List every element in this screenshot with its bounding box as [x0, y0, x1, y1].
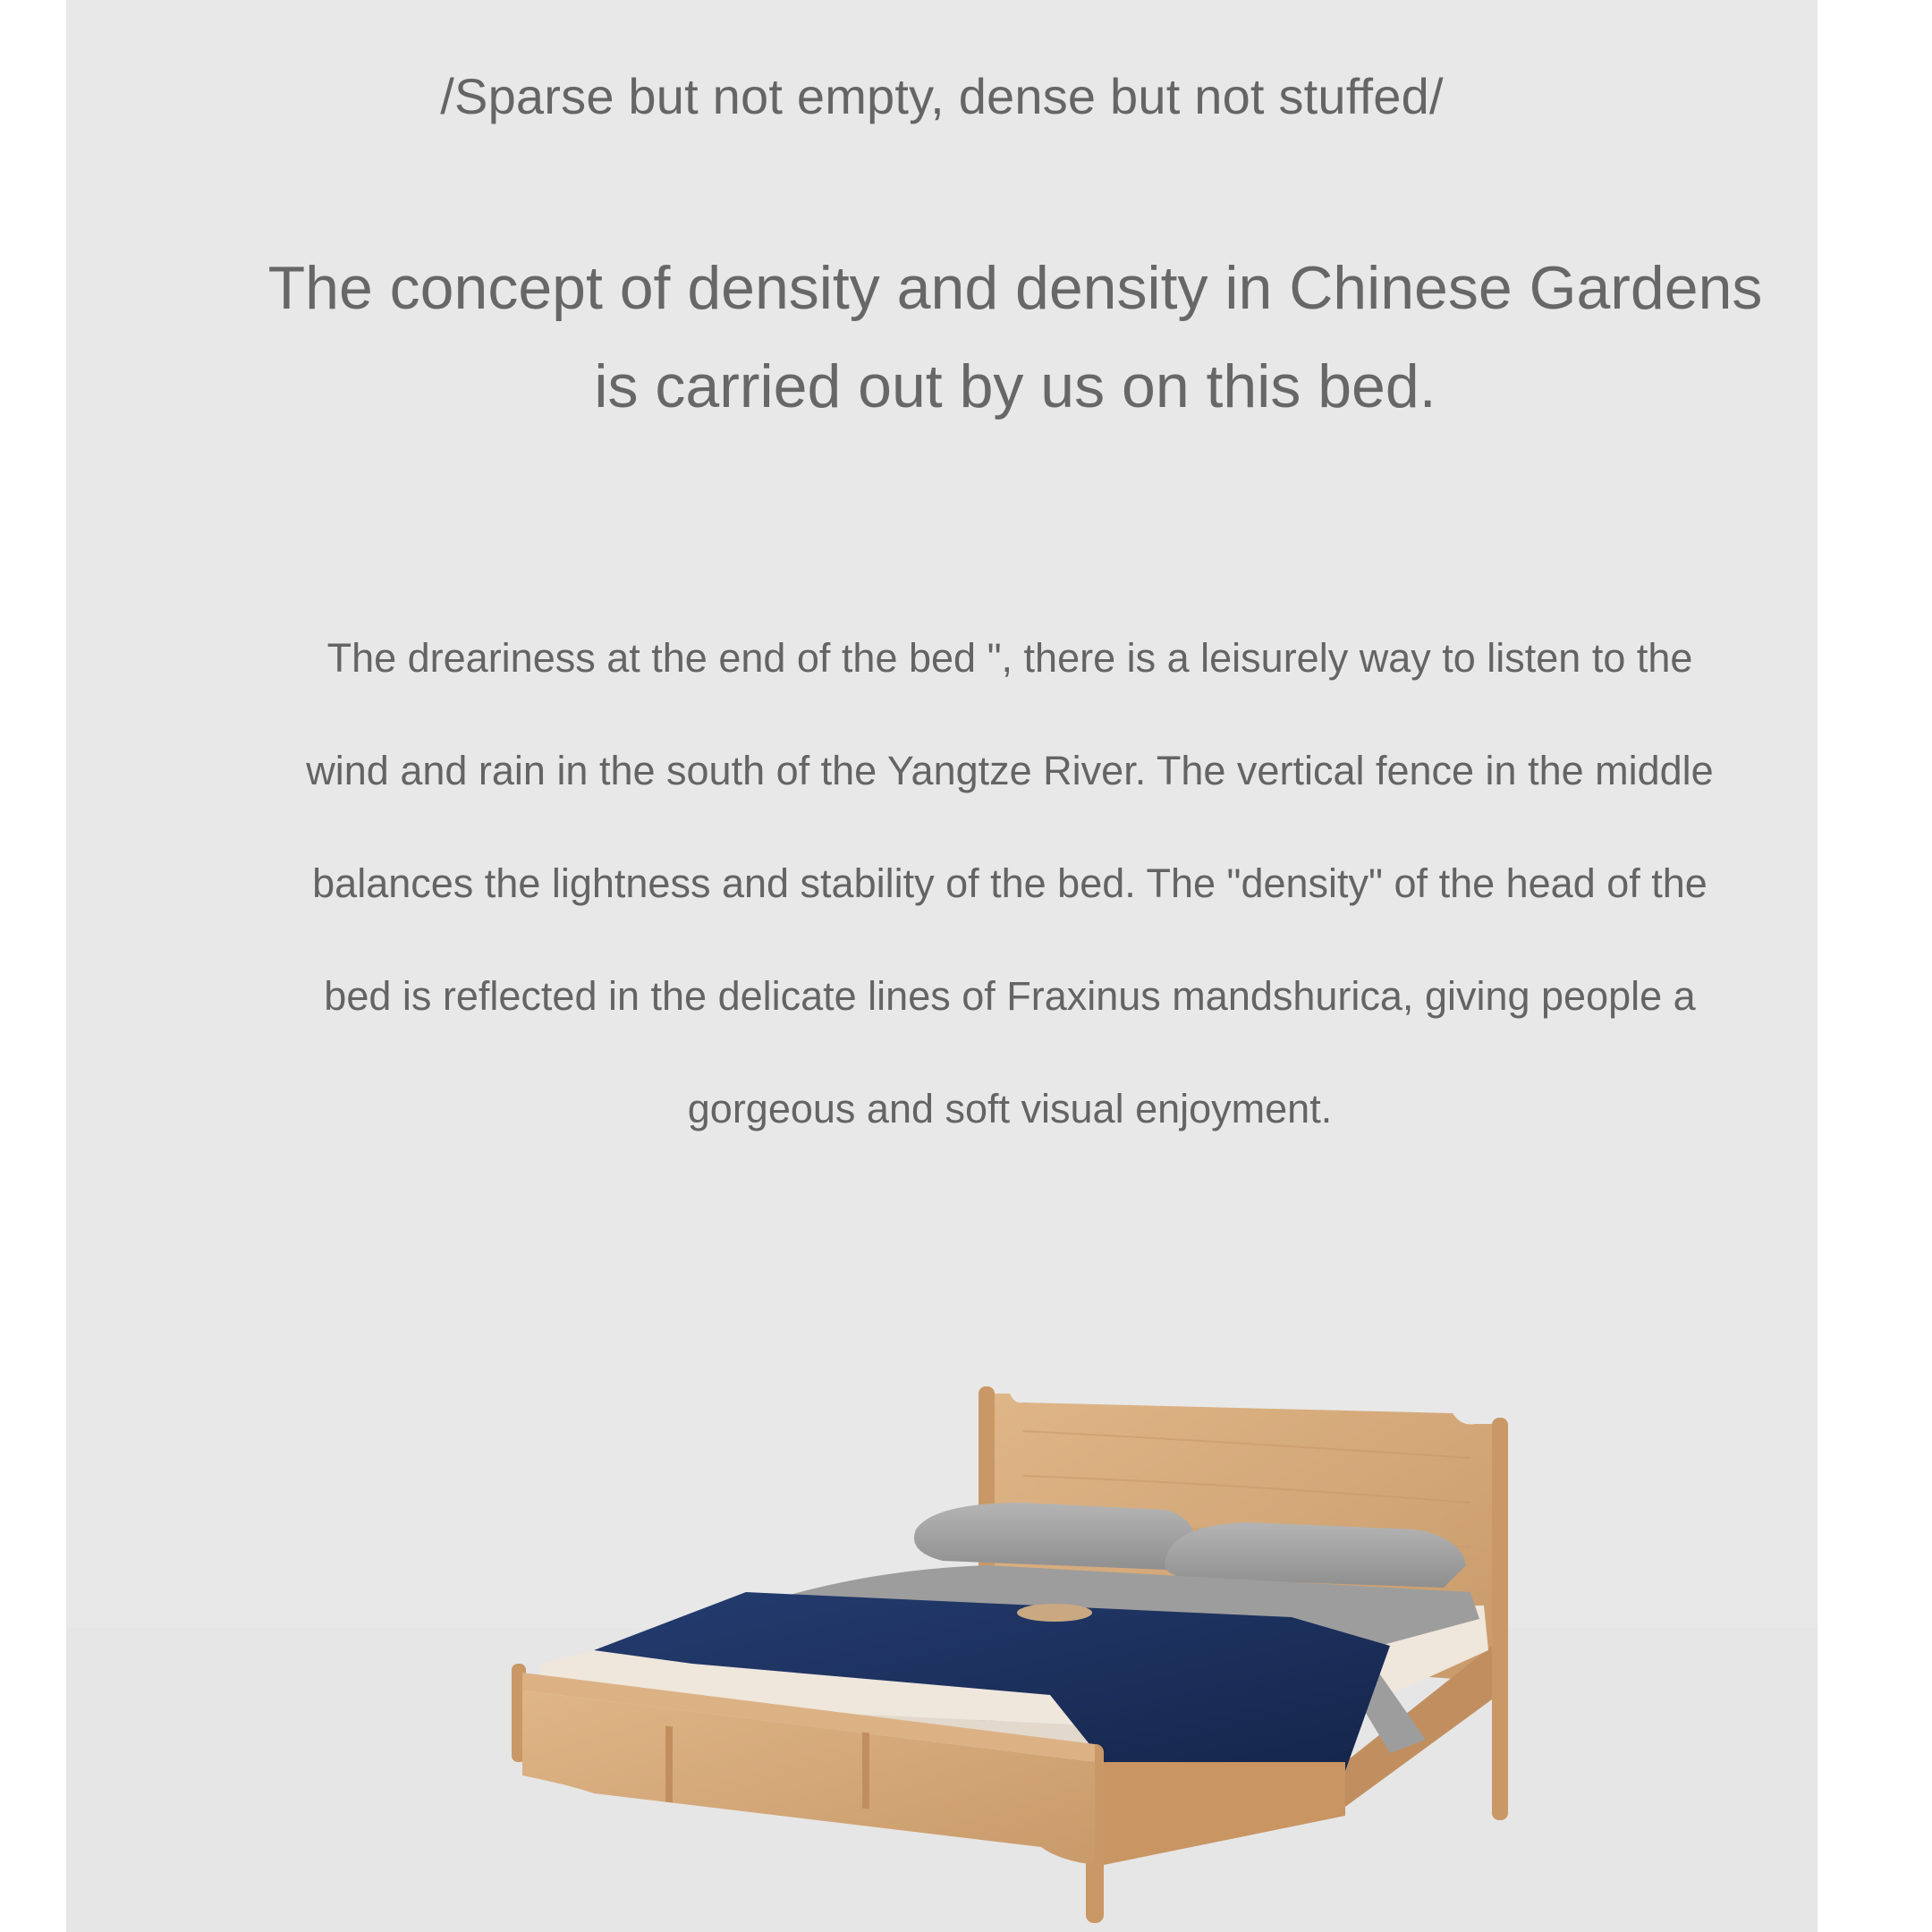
headboard-right-post [1492, 1418, 1508, 1820]
tagline: /Sparse but not empty, dense but not stuffed/ [440, 68, 1444, 124]
headline: The concept of density and density in Chinese Gardens is carried out by us on this bed. [267, 254, 1763, 420]
product-description: The dreariness at the end of the bed ", there is a leisurely way to listen to the wind and rain in the south of the Yangtze River. The vertical fence in the middle balances the lightness and stability of the bed. The "density" of the head of the bed is reflected in the delicate lines of Fraxinus mandshurica, giving people a gorgeous and soft visual enjoyment. [306, 635, 1714, 1131]
footboard-slat [862, 1733, 869, 1809]
wooden-bed-photo [487, 1377, 1542, 1932]
content-panel [66, 0, 1818, 1932]
pillow-left [914, 1503, 1195, 1570]
bed-illustration [487, 1377, 1542, 1932]
side-rail-front [1104, 1762, 1345, 1865]
footboard-slat [665, 1726, 673, 1803]
tray [1017, 1604, 1092, 1622]
